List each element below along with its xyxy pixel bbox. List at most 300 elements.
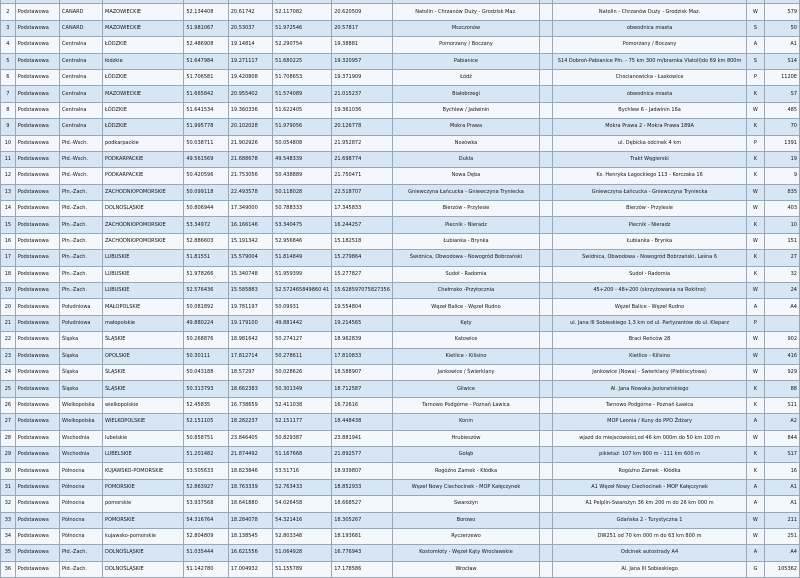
cell-lat-end[interactable]: 51.979056 bbox=[273, 119, 332, 135]
cell-location[interactable]: Natolin - Chrzanów Duży - Grodzisk Maz. bbox=[392, 4, 539, 20]
cell-road-class[interactable]: K bbox=[747, 397, 764, 413]
cell-spacer[interactable] bbox=[540, 397, 553, 413]
cell-lon-end[interactable]: 18.668527 bbox=[332, 496, 393, 512]
cell-lat-start[interactable]: 51.035444 bbox=[184, 545, 228, 561]
cell-road-class[interactable]: W bbox=[747, 4, 764, 20]
cell-lat-start[interactable]: 52.863927 bbox=[184, 479, 228, 495]
table-row[interactable] bbox=[1, 86, 800, 102]
cell-spacer[interactable] bbox=[540, 463, 553, 479]
table-row[interactable] bbox=[1, 266, 800, 282]
cell-lon-end[interactable]: 21.892577 bbox=[332, 446, 393, 462]
cell-region[interactable]: Płn.-Zach. bbox=[60, 266, 103, 282]
cell-region[interactable]: Płd.-Zach. bbox=[60, 545, 103, 561]
cell-road-number[interactable]: S11 bbox=[764, 397, 800, 413]
table-row[interactable] bbox=[1, 37, 800, 53]
cell-road-class[interactable]: A bbox=[747, 37, 764, 53]
cell-region[interactable]: Wschodnia bbox=[60, 446, 103, 462]
cell-lon-end[interactable]: 21.750471 bbox=[332, 168, 393, 184]
cell-segment-description[interactable]: Ks. Henryka Łagockiego 113 - Korczaka 16 bbox=[552, 168, 746, 184]
cell-category[interactable]: Podstawowa bbox=[15, 512, 59, 528]
cell-category[interactable]: Podstawowa bbox=[15, 201, 59, 217]
cell-voivodeship[interactable]: LUBUSKIE bbox=[103, 266, 184, 282]
cell-category[interactable]: Podstawowa bbox=[15, 299, 59, 315]
table-row[interactable] bbox=[1, 299, 800, 315]
cell-segment-description[interactable]: Odcinek autostrady A4 bbox=[552, 545, 746, 561]
cell-row-number[interactable]: 34 bbox=[1, 528, 16, 544]
cell-lat-start[interactable]: 50.038711 bbox=[184, 135, 228, 151]
cell-voivodeship[interactable]: ŁÓDZKIE bbox=[103, 102, 184, 118]
cell-lon-end[interactable]: 17.810833 bbox=[332, 348, 393, 364]
cell-region[interactable]: Centralna bbox=[60, 102, 103, 118]
cell-segment-description[interactable]: ul. Dębicka odcinek 4 km bbox=[552, 135, 746, 151]
cell-category[interactable]: Podstawowa bbox=[15, 315, 59, 331]
cell-segment-description[interactable]: Tarnowo Podgórne - Poznań Ławica bbox=[552, 397, 746, 413]
cell-category[interactable]: Podstawowa bbox=[15, 4, 59, 20]
table-row[interactable] bbox=[1, 446, 800, 462]
cell-segment-description[interactable]: ul. Jana III Sobieskiego 1,3 km od ul. Partyzantów do ul. Kleparz bbox=[552, 315, 746, 331]
cell-location[interactable]: Nowa Dęba bbox=[392, 168, 539, 184]
cell-road-number[interactable]: 151 bbox=[764, 233, 800, 249]
cell-road-class[interactable]: W bbox=[747, 364, 764, 380]
cell-category[interactable]: Podstawowa bbox=[15, 496, 59, 512]
cell-segment-description[interactable]: pikietaż: 107 km 900 m - 111 km 600 m bbox=[552, 446, 746, 462]
cell-lat-start[interactable]: 49.880224 bbox=[184, 315, 228, 331]
cell-region[interactable]: Centralna bbox=[60, 86, 103, 102]
cell-category[interactable]: Podstawowa bbox=[15, 364, 59, 380]
cell-lon-start[interactable]: 15.579004 bbox=[228, 250, 272, 266]
cell-road-number[interactable]: S14 bbox=[764, 53, 800, 69]
cell-voivodeship[interactable]: PODKARPACKIE bbox=[103, 151, 184, 167]
cell-road-number[interactable]: 211 bbox=[764, 512, 800, 528]
cell-road-number[interactable]: 24 bbox=[764, 283, 800, 299]
cell-road-class[interactable]: P bbox=[747, 315, 764, 331]
cell-lon-start[interactable]: 18.823846 bbox=[228, 463, 272, 479]
table-row[interactable] bbox=[1, 135, 800, 151]
cell-segment-description[interactable]: Gniewczyna Łańcucka - Gniewczyna Tryniecka bbox=[552, 184, 746, 200]
cell-lat-start[interactable]: 51.142780 bbox=[184, 561, 228, 577]
cell-lon-start[interactable]: 18.981642 bbox=[228, 332, 272, 348]
cell-location[interactable]: Łódź bbox=[392, 69, 539, 85]
cell-lon-start[interactable]: 23.846405 bbox=[228, 430, 272, 446]
cell-road-class[interactable]: A bbox=[747, 299, 764, 315]
cell-lat-start[interactable]: 51.641534 bbox=[184, 102, 228, 118]
cell-road-class[interactable]: A bbox=[747, 496, 764, 512]
cell-region[interactable]: CANARD bbox=[60, 20, 103, 36]
cell-category[interactable]: Podstawowa bbox=[15, 20, 59, 36]
cell-road-class[interactable]: W bbox=[747, 283, 764, 299]
cell-location[interactable]: Borowo bbox=[392, 512, 539, 528]
cell-lat-end[interactable]: 51.622405 bbox=[273, 102, 332, 118]
cell-road-number[interactable]: 32 bbox=[764, 266, 800, 282]
cell-region[interactable]: CANARD bbox=[60, 4, 103, 20]
cell-lon-start[interactable]: 16.621556 bbox=[228, 545, 272, 561]
cell-lon-start[interactable]: 22.493578 bbox=[228, 184, 272, 200]
cell-lon-end[interactable]: 17.178586 bbox=[332, 561, 393, 577]
table-row[interactable] bbox=[1, 250, 800, 266]
cell-row-number[interactable]: 36 bbox=[1, 561, 16, 577]
cell-voivodeship[interactable]: ŁÓDZKIE bbox=[103, 37, 184, 53]
cell-lat-end[interactable]: 52.763433 bbox=[273, 479, 332, 495]
cell-lat-start[interactable]: 51.647984 bbox=[184, 53, 228, 69]
cell-location[interactable]: Kietlice - Kilisino bbox=[392, 348, 539, 364]
cell-segment-description[interactable]: A1 Pelplin-Swarożyn 36 km 200 m do 26 km 000 m bbox=[552, 496, 746, 512]
cell-lon-start[interactable]: 20.955402 bbox=[228, 86, 272, 102]
cell-location[interactable]: Katowice bbox=[392, 332, 539, 348]
cell-row-number[interactable]: 6 bbox=[1, 69, 16, 85]
cell-region[interactable]: Płd.-Wsch. bbox=[60, 135, 103, 151]
cell-spacer[interactable] bbox=[540, 299, 553, 315]
cell-location[interactable]: Węzeł Balice - Węzeł Rudno bbox=[392, 299, 539, 315]
cell-region[interactable]: Północna bbox=[60, 512, 103, 528]
cell-lat-end[interactable]: 52.117082 bbox=[273, 4, 332, 20]
cell-segment-description[interactable]: Al. Jana Nowaka Jeziorańskiego bbox=[552, 381, 746, 397]
table-row[interactable] bbox=[1, 53, 800, 69]
cell-region[interactable]: Śląska bbox=[60, 364, 103, 380]
cell-spacer[interactable] bbox=[540, 151, 553, 167]
cell-category[interactable]: Podstawowa bbox=[15, 348, 59, 364]
cell-segment-description[interactable]: Świdnica, Obwodowa - Nowogród Bobrzański, Leśna 6 bbox=[552, 250, 746, 266]
cell-spacer[interactable] bbox=[540, 479, 553, 495]
cell-lon-end[interactable]: 18.852933 bbox=[332, 479, 393, 495]
cell-lat-end[interactable]: 50.788333 bbox=[273, 201, 332, 217]
cell-spacer[interactable] bbox=[540, 201, 553, 217]
cell-lat-start[interactable]: 51.201482 bbox=[184, 446, 228, 462]
cell-lat-end[interactable]: 51.574089 bbox=[273, 86, 332, 102]
cell-road-number[interactable]: 403 bbox=[764, 201, 800, 217]
cell-lat-end[interactable]: 49.881442 bbox=[273, 315, 332, 331]
table-row[interactable] bbox=[1, 102, 800, 118]
cell-segment-description[interactable]: S14 Dobroń-Pabianice Płn. - 75 km 300 m/bramka Vlatoll)do 69 km 800m bbox=[552, 53, 746, 69]
cell-road-class[interactable]: W bbox=[747, 332, 764, 348]
cell-lat-end[interactable]: 50.118028 bbox=[273, 184, 332, 200]
cell-voivodeship[interactable]: ŚLĄSKIE bbox=[103, 332, 184, 348]
cell-location[interactable]: Swarożyn bbox=[392, 496, 539, 512]
table-row[interactable] bbox=[1, 414, 800, 430]
cell-row-number[interactable]: 30 bbox=[1, 463, 16, 479]
table-row[interactable] bbox=[1, 315, 800, 331]
cell-lat-end[interactable]: 51.680225 bbox=[273, 53, 332, 69]
cell-lat-start[interactable]: 51.81551 bbox=[184, 250, 228, 266]
cell-spacer[interactable] bbox=[540, 348, 553, 364]
cell-road-class[interactable]: G bbox=[747, 561, 764, 577]
cell-road-number[interactable]: S17 bbox=[764, 446, 800, 462]
table-row[interactable] bbox=[1, 430, 800, 446]
cell-spacer[interactable] bbox=[540, 37, 553, 53]
cell-location[interactable]: Wrocław bbox=[392, 561, 539, 577]
cell-lon-start[interactable]: 19.420808 bbox=[228, 69, 272, 85]
cell-spacer[interactable] bbox=[540, 184, 553, 200]
cell-lon-start[interactable]: 21.874492 bbox=[228, 446, 272, 462]
cell-category[interactable]: Podstawowa bbox=[15, 528, 59, 544]
cell-road-class[interactable]: K bbox=[747, 168, 764, 184]
table-row[interactable] bbox=[1, 119, 800, 135]
cell-lon-start[interactable]: 21.753056 bbox=[228, 168, 272, 184]
cell-spacer[interactable] bbox=[540, 528, 553, 544]
cell-road-number[interactable]: 9 bbox=[764, 168, 800, 184]
cell-region[interactable]: Centralna bbox=[60, 37, 103, 53]
cell-lon-start[interactable]: 19.360336 bbox=[228, 102, 272, 118]
cell-lon-start[interactable]: 18.57297 bbox=[228, 364, 272, 380]
cell-location[interactable]: Nosówka bbox=[392, 135, 539, 151]
table-row[interactable] bbox=[1, 479, 800, 495]
cell-lat-start[interactable]: 50.806944 bbox=[184, 201, 228, 217]
cell-road-number[interactable]: A1 bbox=[764, 479, 800, 495]
cell-segment-description[interactable]: Sudoł - Radomia bbox=[552, 266, 746, 282]
cell-lon-end[interactable]: 18.305267 bbox=[332, 512, 393, 528]
cell-road-number[interactable]: A2 bbox=[764, 414, 800, 430]
cell-location[interactable]: Chełmsko -Przytocznia bbox=[392, 283, 539, 299]
cell-lon-start[interactable]: 18.662383 bbox=[228, 381, 272, 397]
cell-lat-start[interactable]: 50.420596 bbox=[184, 168, 228, 184]
cell-segment-description[interactable]: Braci Reńców 28 bbox=[552, 332, 746, 348]
cell-road-number[interactable]: 844 bbox=[764, 430, 800, 446]
cell-lon-start[interactable]: 18.284078 bbox=[228, 512, 272, 528]
cell-region[interactable]: Północna bbox=[60, 463, 103, 479]
cell-location[interactable]: Konin bbox=[392, 414, 539, 430]
cell-voivodeship[interactable]: KUJAWSKO-POMORSKIE bbox=[103, 463, 184, 479]
cell-location[interactable]: Białobrzegi bbox=[392, 86, 539, 102]
cell-road-number[interactable]: 485 bbox=[764, 102, 800, 118]
cell-road-number[interactable]: 1120E bbox=[764, 69, 800, 85]
cell-lon-end[interactable]: 15.279864 bbox=[332, 250, 393, 266]
cell-road-number[interactable]: 416 bbox=[764, 348, 800, 364]
cell-spacer[interactable] bbox=[540, 119, 553, 135]
cell-category[interactable]: Podstawowa bbox=[15, 151, 59, 167]
cell-lat-start[interactable]: 53.505633 bbox=[184, 463, 228, 479]
cell-row-number[interactable]: 5 bbox=[1, 53, 16, 69]
table-row[interactable] bbox=[1, 561, 800, 577]
cell-lon-end[interactable]: 22.518707 bbox=[332, 184, 393, 200]
cell-category[interactable]: Podstawowa bbox=[15, 545, 59, 561]
cell-road-class[interactable]: K bbox=[747, 266, 764, 282]
cell-row-number[interactable]: 13 bbox=[1, 184, 16, 200]
cell-voivodeship[interactable]: kujawsko-pomorskie bbox=[103, 528, 184, 544]
cell-category[interactable]: Podstawowa bbox=[15, 430, 59, 446]
cell-lon-start[interactable]: 17.004932 bbox=[228, 561, 272, 577]
cell-road-number[interactable]: 902 bbox=[764, 332, 800, 348]
cell-road-class[interactable]: S bbox=[747, 20, 764, 36]
cell-location[interactable]: Łubianka - Brynka bbox=[392, 233, 539, 249]
cell-lat-end[interactable]: 54.321416 bbox=[273, 512, 332, 528]
cell-lon-end[interactable]: 18.962839 bbox=[332, 332, 393, 348]
cell-location[interactable]: Hrubieszów bbox=[392, 430, 539, 446]
cell-location[interactable]: Piecnik - Nieradz bbox=[392, 217, 539, 233]
table-row[interactable] bbox=[1, 184, 800, 200]
cell-voivodeship[interactable]: WIELKOPOLSKIE bbox=[103, 414, 184, 430]
cell-voivodeship[interactable]: LUBELSKIE bbox=[103, 446, 184, 462]
cell-category[interactable]: Podstawowa bbox=[15, 266, 59, 282]
cell-voivodeship[interactable]: ŚLĄSKIE bbox=[103, 364, 184, 380]
cell-voivodeship[interactable]: DOLNOŚLĄSKIE bbox=[103, 545, 184, 561]
cell-lon-end[interactable]: 20.620509 bbox=[332, 4, 393, 20]
cell-lat-end[interactable]: 53.51716 bbox=[273, 463, 332, 479]
cell-lon-end[interactable]: 21.015237 bbox=[332, 86, 393, 102]
cell-lon-start[interactable]: 17.349000 bbox=[228, 201, 272, 217]
cell-row-number[interactable]: 12 bbox=[1, 168, 16, 184]
cell-row-number[interactable]: 4 bbox=[1, 37, 16, 53]
cell-lon-end[interactable]: 15.277827 bbox=[332, 266, 393, 282]
cell-lat-end[interactable]: 50.054808 bbox=[273, 135, 332, 151]
cell-lon-end[interactable]: 15.182518 bbox=[332, 233, 393, 249]
cell-row-number[interactable]: 33 bbox=[1, 512, 16, 528]
cell-category[interactable]: Podstawowa bbox=[15, 397, 59, 413]
table-row[interactable] bbox=[1, 512, 800, 528]
cell-category[interactable]: Podstawowa bbox=[15, 135, 59, 151]
cell-lon-end[interactable]: 19.214565 bbox=[332, 315, 393, 331]
cell-road-class[interactable]: W bbox=[747, 201, 764, 217]
cell-region[interactable]: Płd.-Wsch. bbox=[60, 151, 103, 167]
cell-lat-start[interactable]: 49.561569 bbox=[184, 151, 228, 167]
cell-lat-start[interactable]: 50.043188 bbox=[184, 364, 228, 380]
cell-region[interactable]: Centralna bbox=[60, 69, 103, 85]
cell-category[interactable]: Podstawowa bbox=[15, 283, 59, 299]
cell-category[interactable]: Podstawowa bbox=[15, 86, 59, 102]
cell-lat-end[interactable]: 51.814849 bbox=[273, 250, 332, 266]
cell-road-number[interactable]: A4 bbox=[764, 545, 800, 561]
cell-category[interactable]: Podstawowa bbox=[15, 332, 59, 348]
cell-row-number[interactable]: 28 bbox=[1, 430, 16, 446]
cell-segment-description[interactable]: A1 Węzeł Nowy Ciechocinek - MOP Kałęczynek bbox=[552, 479, 746, 495]
cell-category[interactable]: Podstawowa bbox=[15, 53, 59, 69]
cell-lat-start[interactable]: 51.995778 bbox=[184, 119, 228, 135]
cell-lat-start[interactable]: 50.30111 bbox=[184, 348, 228, 364]
table-row[interactable] bbox=[1, 4, 800, 20]
cell-region[interactable]: Wschodnia bbox=[60, 430, 103, 446]
cell-lon-end[interactable]: 20.57817 bbox=[332, 20, 393, 36]
cell-road-number[interactable]: 835 bbox=[764, 184, 800, 200]
cell-lon-end[interactable]: 21.952872 bbox=[332, 135, 393, 151]
table-row[interactable] bbox=[1, 20, 800, 36]
cell-location[interactable]: Kęty bbox=[392, 315, 539, 331]
cell-voivodeship[interactable]: POMORSKIE bbox=[103, 512, 184, 528]
cell-voivodeship[interactable]: MAZOWIECKIE bbox=[103, 20, 184, 36]
cell-segment-description[interactable]: Rogóźno Zamek - Kłódka bbox=[552, 463, 746, 479]
cell-road-class[interactable]: W bbox=[747, 348, 764, 364]
cell-voivodeship[interactable]: ŚLĄSKIE bbox=[103, 381, 184, 397]
cell-lon-end[interactable]: 19.371909 bbox=[332, 69, 393, 85]
cell-spacer[interactable] bbox=[540, 545, 553, 561]
cell-lat-end[interactable]: 52.572465849860 41 bbox=[273, 283, 332, 299]
cell-category[interactable]: Podstawowa bbox=[15, 414, 59, 430]
cell-lat-end[interactable]: 52.290754 bbox=[273, 37, 332, 53]
cell-spacer[interactable] bbox=[540, 332, 553, 348]
cell-location[interactable]: Ryczerzewo bbox=[392, 528, 539, 544]
table-row[interactable] bbox=[1, 233, 800, 249]
cell-row-number[interactable]: 23 bbox=[1, 348, 16, 364]
cell-spacer[interactable] bbox=[540, 414, 553, 430]
cell-row-number[interactable]: 31 bbox=[1, 479, 16, 495]
cell-lon-end[interactable]: 23.881941 bbox=[332, 430, 393, 446]
cell-lat-end[interactable]: 50.028626 bbox=[273, 364, 332, 380]
cell-lon-end[interactable]: 19.320957 bbox=[332, 53, 393, 69]
cell-road-number[interactable]: S7 bbox=[764, 86, 800, 102]
cell-region[interactable]: Wielkopolska bbox=[60, 397, 103, 413]
cell-road-class[interactable]: P bbox=[747, 69, 764, 85]
cell-category[interactable]: Podstawowa bbox=[15, 446, 59, 462]
cell-lat-start[interactable]: 51.981067 bbox=[184, 20, 228, 36]
cell-lon-start[interactable]: 19.271117 bbox=[228, 53, 272, 69]
table-row[interactable] bbox=[1, 201, 800, 217]
cell-road-number[interactable]: A1 bbox=[764, 37, 800, 53]
cell-voivodeship[interactable]: MAŁOPOLSKIE bbox=[103, 299, 184, 315]
cell-road-class[interactable]: W bbox=[747, 512, 764, 528]
cell-lat-start[interactable]: 50.268876 bbox=[184, 332, 228, 348]
cell-location[interactable]: Świdnica, Obwodowa - Nowogród Bobrzański bbox=[392, 250, 539, 266]
cell-segment-description[interactable]: Kietlice - Kilisino bbox=[552, 348, 746, 364]
cell-lon-start[interactable]: 21.688678 bbox=[228, 151, 272, 167]
cell-category[interactable]: Podstawowa bbox=[15, 184, 59, 200]
table-row[interactable] bbox=[1, 151, 800, 167]
cell-road-class[interactable]: W bbox=[747, 430, 764, 446]
cell-row-number[interactable]: 19 bbox=[1, 283, 16, 299]
cell-lon-end[interactable]: 19.38881 bbox=[332, 37, 393, 53]
cell-road-number[interactable]: 105362 bbox=[764, 561, 800, 577]
cell-region[interactable]: Wielkopolska bbox=[60, 414, 103, 430]
cell-category[interactable]: Podstawowa bbox=[15, 250, 59, 266]
cell-location[interactable]: Tarnowo Podgórne - Poznań Ławica bbox=[392, 397, 539, 413]
cell-lon-end[interactable]: 18.193681 bbox=[332, 528, 393, 544]
cell-lat-start[interactable]: 54.316764 bbox=[184, 512, 228, 528]
cell-spacer[interactable] bbox=[540, 53, 553, 69]
table-row[interactable] bbox=[1, 381, 800, 397]
cell-spacer[interactable] bbox=[540, 364, 553, 380]
cell-category[interactable]: Podstawowa bbox=[15, 561, 59, 577]
cell-location[interactable]: Węzeł Nowy Ciechocinek - MOP Kałęczynek bbox=[392, 479, 539, 495]
cell-road-number[interactable]: A4 bbox=[764, 299, 800, 315]
cell-region[interactable]: Północna bbox=[60, 479, 103, 495]
cell-voivodeship[interactable]: podkarpackie bbox=[103, 135, 184, 151]
cell-lon-end[interactable]: 19.554804 bbox=[332, 299, 393, 315]
cell-lat-end[interactable]: 50.829387 bbox=[273, 430, 332, 446]
cell-spacer[interactable] bbox=[540, 561, 553, 577]
cell-lat-start[interactable]: 52.134408 bbox=[184, 4, 228, 20]
cell-region[interactable]: Płd.-Wsch. bbox=[60, 168, 103, 184]
cell-voivodeship[interactable]: lubelskie bbox=[103, 430, 184, 446]
cell-lon-start[interactable]: 18.138545 bbox=[228, 528, 272, 544]
cell-row-number[interactable]: 14 bbox=[1, 201, 16, 217]
cell-voivodeship[interactable]: DOLNOŚLĄSKIE bbox=[103, 201, 184, 217]
cell-road-class[interactable]: P bbox=[747, 135, 764, 151]
cell-lat-end[interactable]: 50.274127 bbox=[273, 332, 332, 348]
table-row[interactable] bbox=[1, 348, 800, 364]
cell-lon-end[interactable]: 16.244257 bbox=[332, 217, 393, 233]
cell-lon-end[interactable]: 15.628597075827356 bbox=[332, 283, 393, 299]
table-row[interactable] bbox=[1, 283, 800, 299]
cell-lat-start[interactable]: 52.151105 bbox=[184, 414, 228, 430]
cell-road-class[interactable]: S bbox=[747, 53, 764, 69]
cell-spacer[interactable] bbox=[540, 233, 553, 249]
cell-spacer[interactable] bbox=[540, 135, 553, 151]
cell-voivodeship[interactable]: OPOLSKIE bbox=[103, 348, 184, 364]
cell-lat-start[interactable]: 52.486908 bbox=[184, 37, 228, 53]
cell-spacer[interactable] bbox=[540, 102, 553, 118]
table-row[interactable] bbox=[1, 496, 800, 512]
cell-location[interactable]: Rogóźno Zamek - Kłódka bbox=[392, 463, 539, 479]
cell-road-class[interactable]: K bbox=[747, 250, 764, 266]
cell-lat-end[interactable]: 51.064928 bbox=[273, 545, 332, 561]
cell-category[interactable]: Podstawowa bbox=[15, 69, 59, 85]
cell-voivodeship[interactable]: LUBUSKIE bbox=[103, 250, 184, 266]
cell-region[interactable]: Północna bbox=[60, 528, 103, 544]
cell-row-number[interactable]: 15 bbox=[1, 217, 16, 233]
cell-lon-end[interactable]: 18.939807 bbox=[332, 463, 393, 479]
cell-voivodeship[interactable]: DOLNOŚLĄSKIE bbox=[103, 561, 184, 577]
cell-road-class[interactable]: K bbox=[747, 217, 764, 233]
cell-road-number[interactable]: 10 bbox=[764, 217, 800, 233]
cell-location[interactable]: Kostomłoty - Węzeł Kąty Wrocławskie bbox=[392, 545, 539, 561]
cell-lon-start[interactable]: 18.282237 bbox=[228, 414, 272, 430]
cell-region[interactable]: Płn.-Zach. bbox=[60, 233, 103, 249]
